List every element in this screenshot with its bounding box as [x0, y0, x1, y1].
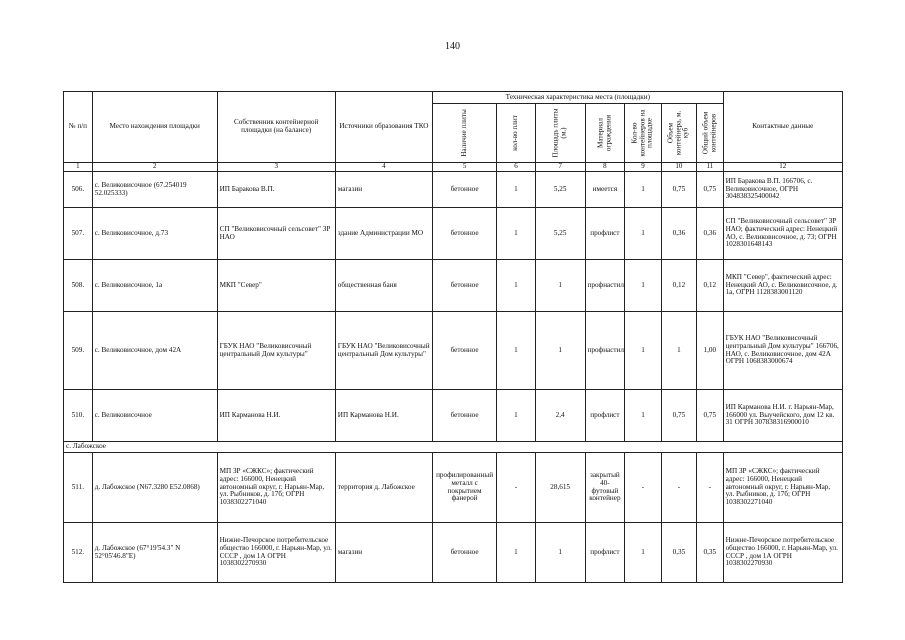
cell-containers-count: 1: [625, 208, 661, 260]
cell-owner: Нижне-Печорское потребительское общество 166000, г. Нарьян-Мар, ул. СССР , дом 1А ОГРН 1038302270930: [217, 523, 335, 583]
cell-total-volume: 0,75: [697, 172, 724, 208]
table-row: [64, 390, 843, 442]
cell-plate: профилированный металл с покрытием фанерой: [433, 453, 497, 523]
cell-total-volume: 0,35: [697, 523, 724, 583]
cell-total-volume: 0,36: [697, 208, 724, 260]
cell-containers-count: 1: [625, 260, 661, 312]
cell-row-number: 507.: [64, 208, 93, 260]
cell-owner: ИП Карманова Н.И.: [217, 390, 335, 442]
cell-plates-count: 1: [497, 208, 536, 260]
cell-total-volume: 0,12: [697, 260, 724, 312]
cell-containers-count: -: [625, 453, 661, 523]
cell-waste-source: здание Администрации МО: [335, 208, 432, 260]
cell-container-volume: 0,35: [661, 523, 696, 583]
table-row: [64, 260, 843, 312]
header-plates-count: кол-во плит: [497, 104, 536, 163]
cell-waste-source: территория д. Лабожское: [335, 453, 432, 523]
header-owner: Собственник контейнерной площадки (на балансе): [217, 92, 335, 163]
header-fence: Материал ограждения: [585, 104, 625, 163]
header-location: Место нахождения площадки: [92, 92, 217, 163]
cell-plate: бетонное: [433, 390, 497, 442]
cell-containers-count: 1: [625, 312, 661, 390]
cell-area: 1: [535, 312, 585, 390]
cell-contacts: СП "Великовисочный сельсовет" ЗР НАО; фактический адрес: Ненецкий АО, с. Великовисочное, д. 73; ОГРН 1028301648143: [723, 208, 842, 260]
cell-location: д. Лабожское (67°19'54.3" N 52°05'46.8"E): [92, 523, 217, 583]
cell-area: 1: [535, 260, 585, 312]
cell-plates-count: 1: [497, 523, 536, 583]
cell-plate: бетонное: [433, 260, 497, 312]
cell-owner: МКП "Север": [217, 260, 335, 312]
page-number: 140: [445, 41, 460, 52]
cell-fence: профнастил: [585, 312, 625, 390]
cell-location: с. Великовисочное: [92, 390, 217, 442]
cell-fence: профнастил: [585, 260, 625, 312]
header-sources: Источники образования ТКО: [335, 92, 432, 163]
container-sites-table: [63, 91, 843, 583]
cell-row-number: 511.: [64, 453, 93, 523]
cell-plates-count: 1: [497, 172, 536, 208]
cell-owner: ИП Баракова В.П.: [217, 172, 335, 208]
cell-plates-count: 1: [497, 390, 536, 442]
cell-total-volume: 0,75: [697, 390, 724, 442]
cell-contacts: МКП "Север", фактический адрес: Ненецкий АО, с. Великовисочное, д. 1а, ОГРН 1128383001120: [723, 260, 842, 312]
cell-waste-source: ГБУК НАО "Великовисочный центральный Дом культуры": [335, 312, 432, 390]
cell-fence: закрытый 40-футовый контейнер: [585, 453, 625, 523]
section-label: с. Лабожское: [64, 442, 843, 453]
cell-container-volume: 0,75: [661, 390, 696, 442]
header-area: Площадь плиты (м.): [535, 104, 585, 163]
cell-fence: профлист: [585, 523, 625, 583]
cell-total-volume: 1,00: [697, 312, 724, 390]
header-contacts: Контактные данные: [723, 92, 842, 163]
cell-waste-source: магазин: [335, 172, 432, 208]
cell-container-volume: 1: [661, 312, 696, 390]
table-row: [64, 312, 843, 390]
cell-container-volume: 0,12: [661, 260, 696, 312]
cell-location: с. Великовисочное, д.73: [92, 208, 217, 260]
cell-plates-count: 1: [497, 260, 536, 312]
header-num: № п/п: [64, 92, 93, 163]
cell-area: 5,25: [535, 172, 585, 208]
cell-container-volume: 0,75: [661, 172, 696, 208]
cell-container-volume: -: [661, 453, 696, 523]
header-plate: Наличие плиты: [433, 104, 497, 163]
header-volume: Объем контейнера, м. куб: [661, 104, 696, 163]
table-row: [64, 453, 843, 523]
cell-plates-count: 1: [497, 312, 536, 390]
cell-plates-count: -: [497, 453, 536, 523]
cell-area: 2,4: [535, 390, 585, 442]
cell-containers-count: 1: [625, 523, 661, 583]
cell-plate: бетонное: [433, 172, 497, 208]
cell-contacts: ИП Карманова Н.И. г. Нарьян-Мар, 166000 ул. Выучейского, дом 12 кв. 31 ОГРН 307838316900010: [723, 390, 842, 442]
cell-row-number: 510.: [64, 390, 93, 442]
cell-plate: бетонное: [433, 312, 497, 390]
cell-contacts: ИП Баракова В.П. 166706, с. Великовисочное, ОГРН 304838325400042: [723, 172, 842, 208]
cell-row-number: 506.: [64, 172, 93, 208]
cell-plate: бетонное: [433, 523, 497, 583]
cell-row-number: 509.: [64, 312, 93, 390]
cell-plate: бетонное: [433, 208, 497, 260]
cell-location: д. Лабожское (N67.3280 E52.0868): [92, 453, 217, 523]
table-row: [64, 172, 843, 208]
cell-location: с. Великовисочное, дом 42А: [92, 312, 217, 390]
cell-owner: СП "Великовисочный сельсовет" ЗР НАО: [217, 208, 335, 260]
cell-location: с. Великовисочное (67.254019 52.025333): [92, 172, 217, 208]
cell-contacts: Нижне-Печорское потребительское общество 166000, г. Нарьян-Мар, ул. СССР , дом 1А ОГРН 1038302270930: [723, 523, 842, 583]
cell-containers-count: 1: [625, 390, 661, 442]
cell-row-number: 512.: [64, 523, 93, 583]
cell-location: с. Великовисочное, 1а: [92, 260, 217, 312]
column-number-row: 1 2 3 4 5 6 7 8 9 10 11 12: [64, 163, 843, 172]
cell-area: 28,615: [535, 453, 585, 523]
cell-fence: профлист: [585, 390, 625, 442]
header-total: Общий объем контейнеров: [697, 104, 724, 163]
cell-area: 1: [535, 523, 585, 583]
cell-waste-source: общественная баня: [335, 260, 432, 312]
cell-contacts: ГБУК НАО "Великовисочный центральный Дом культуры" 166706, НАО, с. Великовисочное, дом 42А ОГРН 1068383000674: [723, 312, 842, 390]
table-row: [64, 208, 843, 260]
cell-fence: имеется: [585, 172, 625, 208]
cell-waste-source: магазин: [335, 523, 432, 583]
header-containers: Кол-во контейнеров на площадке: [625, 104, 661, 163]
cell-owner: МП ЗР «СЖКС»; фактический адрес: 166000, Ненецкий автономный округ, г. Нарьян-Мар, ул. Рыбников, д. 17б; ОГРН 1038302271040: [217, 453, 335, 523]
cell-fence: профлист: [585, 208, 625, 260]
cell-area: 5,25: [535, 208, 585, 260]
cell-containers-count: 1: [625, 172, 661, 208]
cell-total-volume: -: [697, 453, 724, 523]
cell-row-number: 508.: [64, 260, 93, 312]
cell-container-volume: 0,36: [661, 208, 696, 260]
cell-waste-source: ИП Карманова Н.И.: [335, 390, 432, 442]
header-tech-group: Техническая характеристика места (площадки): [433, 92, 724, 104]
table-row: [64, 523, 843, 583]
section-row: [64, 442, 843, 453]
cell-contacts: МП ЗР «СЖКС»; фактический адрес: 166000, Ненецкий автономный округ, г. Нарьян-Мар, ул. Рыбников, д. 17б; ОГРН 1038302271040: [723, 453, 842, 523]
cell-owner: ГБУК НАО "Великовисочный центральный Дом культуры": [217, 312, 335, 390]
